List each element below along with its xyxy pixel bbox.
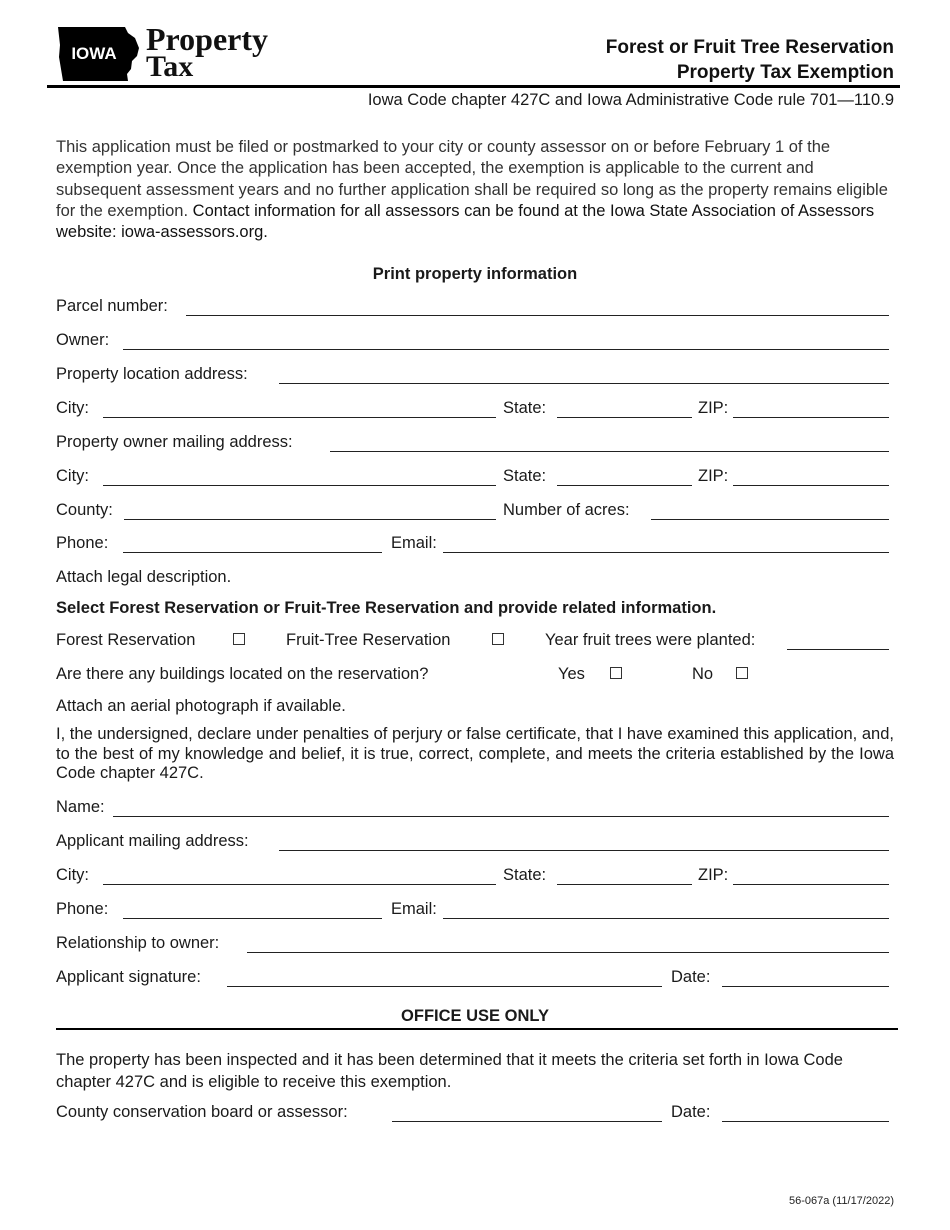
buildings-no-checkbox[interactable]: [736, 667, 748, 679]
property-info-heading: Print property information: [372, 265, 578, 283]
applicant-phone-label: Phone:: [56, 900, 109, 918]
forest-reservation-label: Forest Reservation: [56, 631, 196, 649]
mailing-zip-label: ZIP:: [698, 467, 729, 485]
office-date-field[interactable]: [722, 1121, 889, 1122]
owner-label: Owner:: [56, 331, 110, 349]
conservation-board-field[interactable]: [392, 1121, 662, 1122]
signature-label: Applicant signature:: [56, 968, 201, 986]
applicant-zip-field[interactable]: [733, 884, 889, 885]
parcel-number-field[interactable]: [186, 315, 889, 316]
brand-word-property: Property: [146, 21, 269, 57]
applicant-email-field[interactable]: [443, 918, 889, 919]
applicant-mailing-label: Applicant mailing address:: [56, 832, 249, 850]
office-statement: The property has been inspected and it has been determined that it meets the criteria set forth in Iowa Code chapter 427C and is eligible to receive this exemption.: [56, 1051, 843, 1091]
applicant-state-label: State:: [503, 866, 547, 884]
form-number: 56-067a (11/17/2022): [789, 1195, 894, 1207]
signature-date-label: Date:: [671, 968, 711, 986]
relationship-label: Relationship to owner:: [56, 934, 220, 952]
property-state-field[interactable]: [557, 417, 692, 418]
attach-legal-note: Attach legal description.: [56, 568, 232, 586]
owner-mailing-field[interactable]: [330, 451, 889, 452]
form-title: Forest or Fruit Tree Reservation: [605, 37, 894, 58]
applicant-name-label: Name:: [56, 798, 105, 816]
year-planted-label: Year fruit trees were planted:: [545, 631, 756, 649]
property-location-field[interactable]: [279, 383, 889, 384]
brand-word-tax: Tax: [146, 50, 194, 83]
property-location-label: Property location address:: [56, 365, 248, 383]
signature-date-field[interactable]: [722, 986, 889, 987]
buildings-yes-checkbox[interactable]: [610, 667, 622, 679]
property-city-field[interactable]: [103, 417, 496, 418]
applicant-name-field[interactable]: [113, 816, 889, 817]
owner-email-field[interactable]: [443, 552, 889, 553]
iowa-logo: [55, 25, 141, 83]
owner-field[interactable]: [123, 349, 889, 350]
property-zip-label: ZIP:: [698, 399, 729, 417]
parcel-number-label: Parcel number:: [56, 297, 168, 315]
reservation-heading: Select Forest Reservation or Fruit-Tree Reservation and provide related information.: [56, 599, 717, 617]
fruit-reservation-label: Fruit-Tree Reservation: [286, 631, 451, 649]
acres-label: Number of acres:: [503, 501, 630, 519]
applicant-zip-label: ZIP:: [698, 866, 729, 884]
applicant-state-field[interactable]: [557, 884, 692, 885]
fruit-reservation-checkbox[interactable]: [492, 633, 504, 645]
applicant-mailing-field[interactable]: [279, 850, 889, 851]
buildings-no-label: No: [692, 665, 714, 683]
owner-phone-label: Phone:: [56, 534, 109, 552]
property-city-label: City:: [56, 399, 89, 417]
acres-field[interactable]: [651, 519, 889, 520]
perjury-declaration: I, the undersigned, declare under penalties of perjury or false certificate, that I have examined this application, and, to the best of my knowledge and belief, it is true, correct, complete, and meets the criteria established by the Iowa Code chapter 427C.: [56, 725, 894, 782]
intro-text-a: This application must be filed or postmarked to your city or county assessor on or before February 1 of the exemption year. Once the application has been accepted, the exemption is applicable to the current and subsequent assessment years and no further application shall be required so long as the property remains eligible for the exemption.: [56, 138, 888, 220]
owner-mailing-label: Property owner mailing address:: [56, 433, 293, 451]
county-label: County:: [56, 501, 113, 519]
applicant-email-label: Email:: [391, 900, 437, 918]
office-use-heading: OFFICE USE ONLY: [401, 1007, 549, 1025]
property-zip-field[interactable]: [733, 417, 889, 418]
conservation-board-label: County conservation board or assessor:: [56, 1103, 348, 1121]
office-use-rule: [56, 1028, 898, 1030]
owner-phone-field[interactable]: [123, 552, 382, 553]
header-rule: [47, 85, 900, 88]
applicant-city-label: City:: [56, 866, 89, 884]
mailing-zip-field[interactable]: [733, 485, 889, 486]
logo-state-text: IOWA: [71, 44, 117, 63]
form-subtitle: Property Tax Exemption: [676, 62, 894, 83]
legal-citation: Iowa Code chapter 427C and Iowa Administrative Code rule 701—110.9: [367, 91, 894, 109]
attach-photo-note: Attach an aerial photograph if available.: [56, 697, 346, 715]
buildings-yes-label: Yes: [558, 665, 585, 683]
buildings-question: Are there any buildings located on the reservation?: [56, 665, 429, 683]
intro-text-b: Contact information for all assessors can be found at the Iowa State Association of Assessors website: iowa-assessors.org.: [56, 201, 875, 242]
office-date-label: Date:: [671, 1103, 711, 1121]
mailing-state-field[interactable]: [557, 485, 692, 486]
forest-reservation-checkbox[interactable]: [233, 633, 245, 645]
mailing-city-field[interactable]: [103, 485, 496, 486]
property-state-label: State:: [503, 399, 547, 417]
signature-field[interactable]: [227, 986, 662, 987]
applicant-phone-field[interactable]: [123, 918, 382, 919]
mailing-city-label: City:: [56, 467, 89, 485]
county-field[interactable]: [124, 519, 496, 520]
relationship-field[interactable]: [247, 952, 889, 953]
applicant-city-field[interactable]: [103, 884, 496, 885]
intro-paragraph: [56, 137, 896, 243]
year-planted-field[interactable]: [787, 649, 889, 650]
owner-email-label: Email:: [391, 534, 437, 552]
mailing-state-label: State:: [503, 467, 547, 485]
